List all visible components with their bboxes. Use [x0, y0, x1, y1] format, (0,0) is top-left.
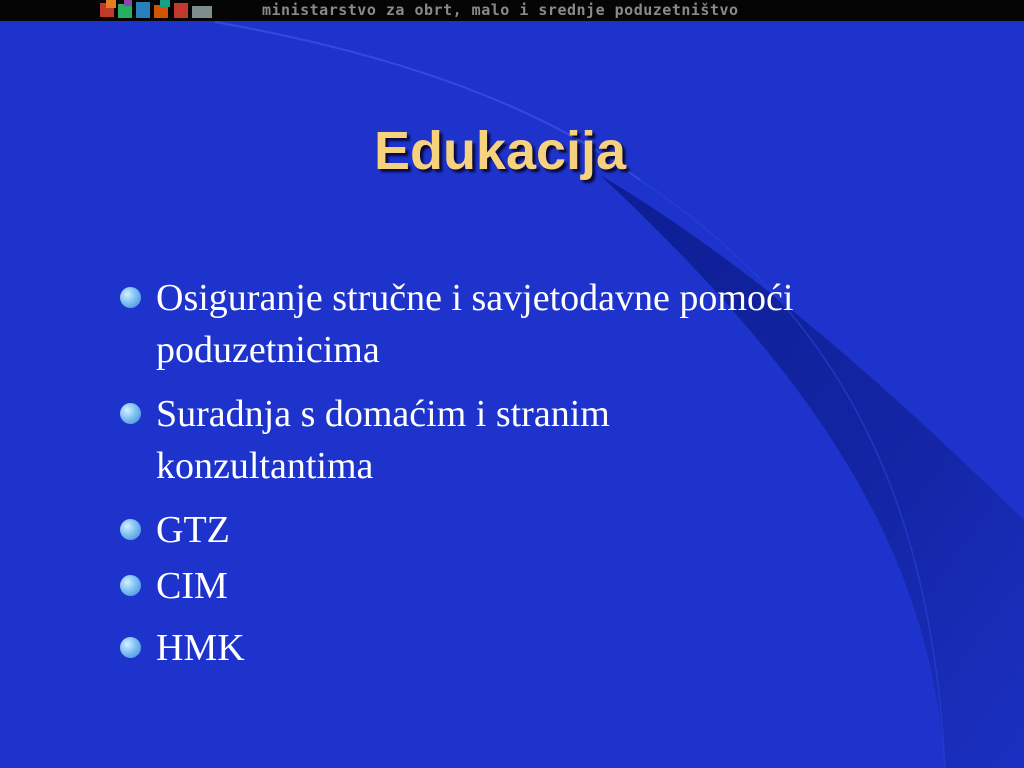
bullet-icon: [120, 637, 141, 658]
slide-title: Edukacija: [373, 121, 627, 181]
bullet-text-line: konzultantima: [156, 445, 374, 487]
bullet-item: [120, 504, 980, 556]
ministry-logo-icon: [100, 0, 220, 21]
ministry-name: ministarstvo za obrt, malo i srednje poduzetništvo: [262, 1, 739, 19]
bullet-text-line: CIM: [156, 565, 228, 607]
bullet-text-line: GTZ: [156, 509, 230, 551]
bullet-icon: [120, 575, 141, 596]
bullet-item: [120, 622, 980, 674]
bullet-list: [120, 272, 980, 674]
bullet-text-line: HMK: [156, 627, 245, 669]
bullet-text-line: Suradnja s domaćim i stranim: [156, 393, 610, 435]
bullet-item: [120, 560, 980, 612]
bullet-icon: [120, 287, 141, 308]
bullet-text-line: poduzetnicima: [156, 329, 380, 371]
header-bar: [0, 0, 1024, 21]
bullet-item: [120, 272, 980, 376]
bullet-text-line: Osiguranje stručne i savjetodavne pomoći: [156, 277, 794, 319]
bullet-item: [120, 388, 980, 492]
bullet-icon: [120, 519, 141, 540]
bullet-icon: [120, 403, 141, 424]
